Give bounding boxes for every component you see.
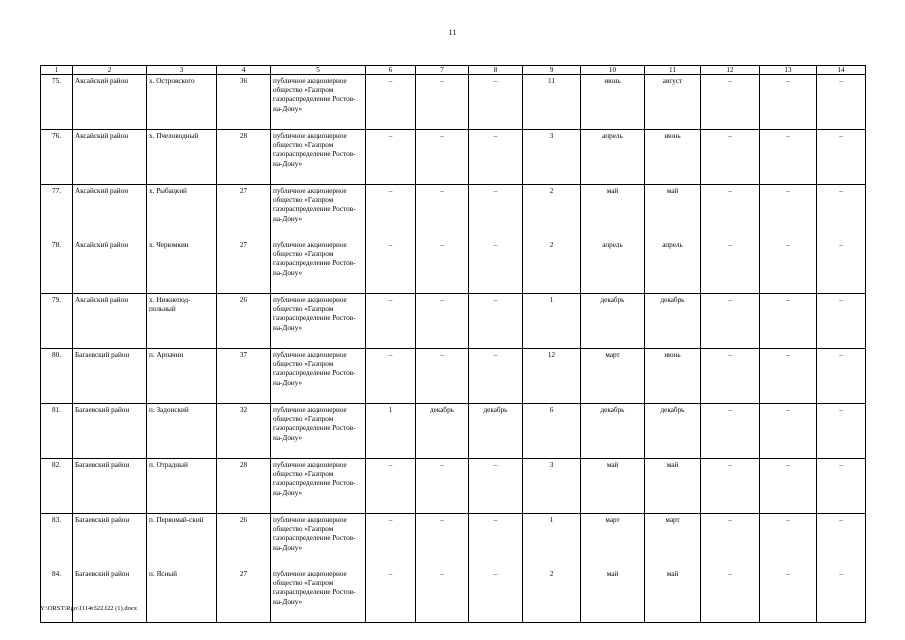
table-row — [41, 568, 866, 623]
organization-cell: публичное акционерное общество «Газпром газораспределение Ростов-на-Дону» — [271, 294, 366, 349]
organization-cell: публичное акционерное общество «Газпром газораспределение Ростов-на-Дону» — [271, 239, 366, 294]
value-cell: – — [366, 459, 416, 514]
value-cell: – — [701, 514, 760, 569]
month-cell: декабрь — [645, 294, 701, 349]
month-cell: декабрь — [469, 404, 523, 459]
value-cell: – — [366, 349, 416, 404]
column-header: 4 — [217, 66, 271, 75]
row-number: 78. — [41, 239, 73, 294]
column-header: 3 — [147, 66, 217, 75]
month-cell: март — [645, 514, 701, 569]
month-cell: – — [469, 75, 523, 130]
value-cell: – — [701, 294, 760, 349]
settlement-cell: х. Пчеловодный — [147, 130, 217, 185]
month-cell: апрель — [581, 239, 645, 294]
month-cell: май — [645, 459, 701, 514]
column-header: 2 — [73, 66, 147, 75]
month-cell: – — [416, 294, 469, 349]
table-row — [41, 459, 866, 514]
month-cell: – — [469, 514, 523, 569]
month-cell: – — [469, 459, 523, 514]
month-cell: апрель — [645, 239, 701, 294]
value-cell: – — [760, 239, 817, 294]
district-cell: Аксайский район — [73, 130, 147, 185]
row-number: 80. — [41, 349, 73, 404]
column-header: 13 — [760, 66, 817, 75]
column-header: 8 — [469, 66, 523, 75]
value-cell: – — [760, 349, 817, 404]
value-cell: – — [760, 568, 817, 623]
table-row — [41, 239, 866, 294]
value-cell: 1 — [366, 404, 416, 459]
district-cell: Аксайский район — [73, 294, 147, 349]
month-cell: декабрь — [416, 404, 469, 459]
value-cell: 1 — [523, 294, 581, 349]
value-cell: – — [701, 568, 760, 623]
table-row — [41, 75, 866, 130]
value-cell: – — [817, 294, 866, 349]
value-cell: – — [760, 130, 817, 185]
value-cell: 3 — [523, 130, 581, 185]
value-cell: – — [701, 130, 760, 185]
month-cell: май — [645, 185, 701, 240]
count-cell: 27 — [217, 568, 271, 623]
column-header: 5 — [271, 66, 366, 75]
value-cell: – — [701, 349, 760, 404]
district-cell: Багаевский район — [73, 568, 147, 623]
month-cell: – — [416, 349, 469, 404]
month-cell: май — [581, 185, 645, 240]
month-cell: май — [581, 459, 645, 514]
value-cell: – — [760, 459, 817, 514]
value-cell: 12 — [523, 349, 581, 404]
value-cell: – — [817, 404, 866, 459]
month-cell: июнь — [645, 349, 701, 404]
district-cell: Аксайский район — [73, 239, 147, 294]
month-cell: – — [469, 349, 523, 404]
value-cell: – — [701, 239, 760, 294]
value-cell: 11 — [523, 75, 581, 130]
count-cell: 27 — [217, 239, 271, 294]
count-cell: 28 — [217, 459, 271, 514]
district-cell: Аксайский район — [73, 75, 147, 130]
settlement-cell: х. Островского — [147, 75, 217, 130]
column-header: 1 — [41, 66, 73, 75]
value-cell: – — [817, 349, 866, 404]
count-cell: 26 — [217, 294, 271, 349]
value-cell: – — [366, 239, 416, 294]
value-cell: – — [366, 130, 416, 185]
month-cell: – — [469, 239, 523, 294]
month-cell: июнь — [581, 75, 645, 130]
value-cell: 1 — [523, 514, 581, 569]
district-cell: Багаевский район — [73, 459, 147, 514]
month-cell: – — [416, 514, 469, 569]
value-cell: – — [817, 459, 866, 514]
month-cell: май — [645, 568, 701, 623]
month-cell: май — [581, 568, 645, 623]
count-cell: 32 — [217, 404, 271, 459]
district-cell: Багаевский район — [73, 349, 147, 404]
month-cell: – — [416, 239, 469, 294]
organization-cell: публичное акционерное общество «Газпром газораспределение Ростов-на-Дону» — [271, 349, 366, 404]
column-header: 10 — [581, 66, 645, 75]
value-cell: 2 — [523, 185, 581, 240]
page-number: 11 — [448, 28, 457, 37]
table-row — [41, 294, 866, 349]
row-number: 82. — [41, 459, 73, 514]
district-cell: Багаевский район — [73, 404, 147, 459]
count-cell: 28 — [217, 130, 271, 185]
row-number: 77. — [41, 185, 73, 240]
month-cell: – — [416, 568, 469, 623]
settlement-cell: п. Отрадный — [147, 459, 217, 514]
organization-cell: публичное акционерное общество «Газпром газораспределение Ростов-на-Дону» — [271, 568, 366, 623]
value-cell: – — [366, 75, 416, 130]
value-cell: 2 — [523, 568, 581, 623]
value-cell: – — [366, 294, 416, 349]
column-header: 11 — [645, 66, 701, 75]
table-row — [41, 514, 866, 569]
settlement-cell: х. Черюмкин — [147, 239, 217, 294]
row-number: 79. — [41, 294, 73, 349]
count-cell: 37 — [217, 349, 271, 404]
month-cell: июнь — [645, 130, 701, 185]
settlement-cell: п. Задонский — [147, 404, 217, 459]
row-number: 83. — [41, 514, 73, 569]
row-number: 76. — [41, 130, 73, 185]
month-cell: – — [469, 294, 523, 349]
month-cell: декабрь — [581, 404, 645, 459]
settlement-cell: п. Арпачин — [147, 349, 217, 404]
value-cell: – — [760, 185, 817, 240]
value-cell: – — [817, 130, 866, 185]
column-number-header — [41, 66, 866, 75]
value-cell: – — [701, 185, 760, 240]
month-cell: – — [416, 459, 469, 514]
organization-cell: публичное акционерное общество «Газпром газораспределение Ростов-на-Дону» — [271, 404, 366, 459]
row-number: 81. — [41, 404, 73, 459]
month-cell: март — [581, 514, 645, 569]
schedule-table — [40, 65, 866, 623]
organization-cell: публичное акционерное общество «Газпром газораспределение Ростов-на-Дону» — [271, 459, 366, 514]
row-number: 75. — [41, 75, 73, 130]
value-cell: – — [760, 514, 817, 569]
count-cell: 27 — [217, 185, 271, 240]
month-cell: – — [416, 75, 469, 130]
settlement-cell: п. Ясный — [147, 568, 217, 623]
month-cell: апрель — [581, 130, 645, 185]
settlement-cell: х. Нижнепод-польный — [147, 294, 217, 349]
district-cell: Багаевский район — [73, 514, 147, 569]
value-cell: – — [366, 185, 416, 240]
value-cell: – — [366, 514, 416, 569]
value-cell: – — [701, 75, 760, 130]
column-header: 7 — [416, 66, 469, 75]
month-cell: – — [416, 185, 469, 240]
value-cell: – — [701, 404, 760, 459]
value-cell: – — [817, 568, 866, 623]
value-cell: – — [817, 514, 866, 569]
organization-cell: публичное акционерное общество «Газпром газораспределение Ростов-на-Дону» — [271, 130, 366, 185]
organization-cell: публичное акционерное общество «Газпром газораспределение Ростов-на-Дону» — [271, 514, 366, 569]
month-cell: декабрь — [645, 404, 701, 459]
value-cell: – — [701, 459, 760, 514]
settlement-cell: п. Первомай-ский — [147, 514, 217, 569]
table-body — [41, 75, 866, 623]
value-cell: – — [760, 294, 817, 349]
value-cell: – — [366, 568, 416, 623]
column-header: 14 — [817, 66, 866, 75]
month-cell: – — [469, 130, 523, 185]
district-cell: Аксайский район — [73, 185, 147, 240]
month-cell: – — [416, 130, 469, 185]
value-cell: 2 — [523, 239, 581, 294]
month-cell: август — [645, 75, 701, 130]
settlement-cell: х. Рыбацкий — [147, 185, 217, 240]
value-cell: – — [760, 404, 817, 459]
value-cell: 3 — [523, 459, 581, 514]
file-path-footer: Y:\ORST\Rgo\1114r322.f22 (1).docx — [40, 605, 137, 612]
month-cell: март — [581, 349, 645, 404]
column-header: 6 — [366, 66, 416, 75]
count-cell: 26 — [217, 514, 271, 569]
value-cell: 6 — [523, 404, 581, 459]
count-cell: 36 — [217, 75, 271, 130]
month-cell: – — [469, 568, 523, 623]
value-cell: – — [817, 185, 866, 240]
table-row — [41, 404, 866, 459]
organization-cell: публичное акционерное общество «Газпром газораспределение Ростов-на-Дону» — [271, 75, 366, 130]
column-header: 12 — [701, 66, 760, 75]
month-cell: – — [469, 185, 523, 240]
value-cell: – — [760, 75, 817, 130]
table-row — [41, 185, 866, 240]
organization-cell: публичное акционерное общество «Газпром газораспределение Ростов-на-Дону» — [271, 185, 366, 240]
column-header: 9 — [523, 66, 581, 75]
value-cell: – — [817, 75, 866, 130]
value-cell: – — [817, 239, 866, 294]
table-row — [41, 130, 866, 185]
month-cell: декабрь — [581, 294, 645, 349]
table-row — [41, 349, 866, 404]
row-number: 84. — [41, 568, 73, 623]
